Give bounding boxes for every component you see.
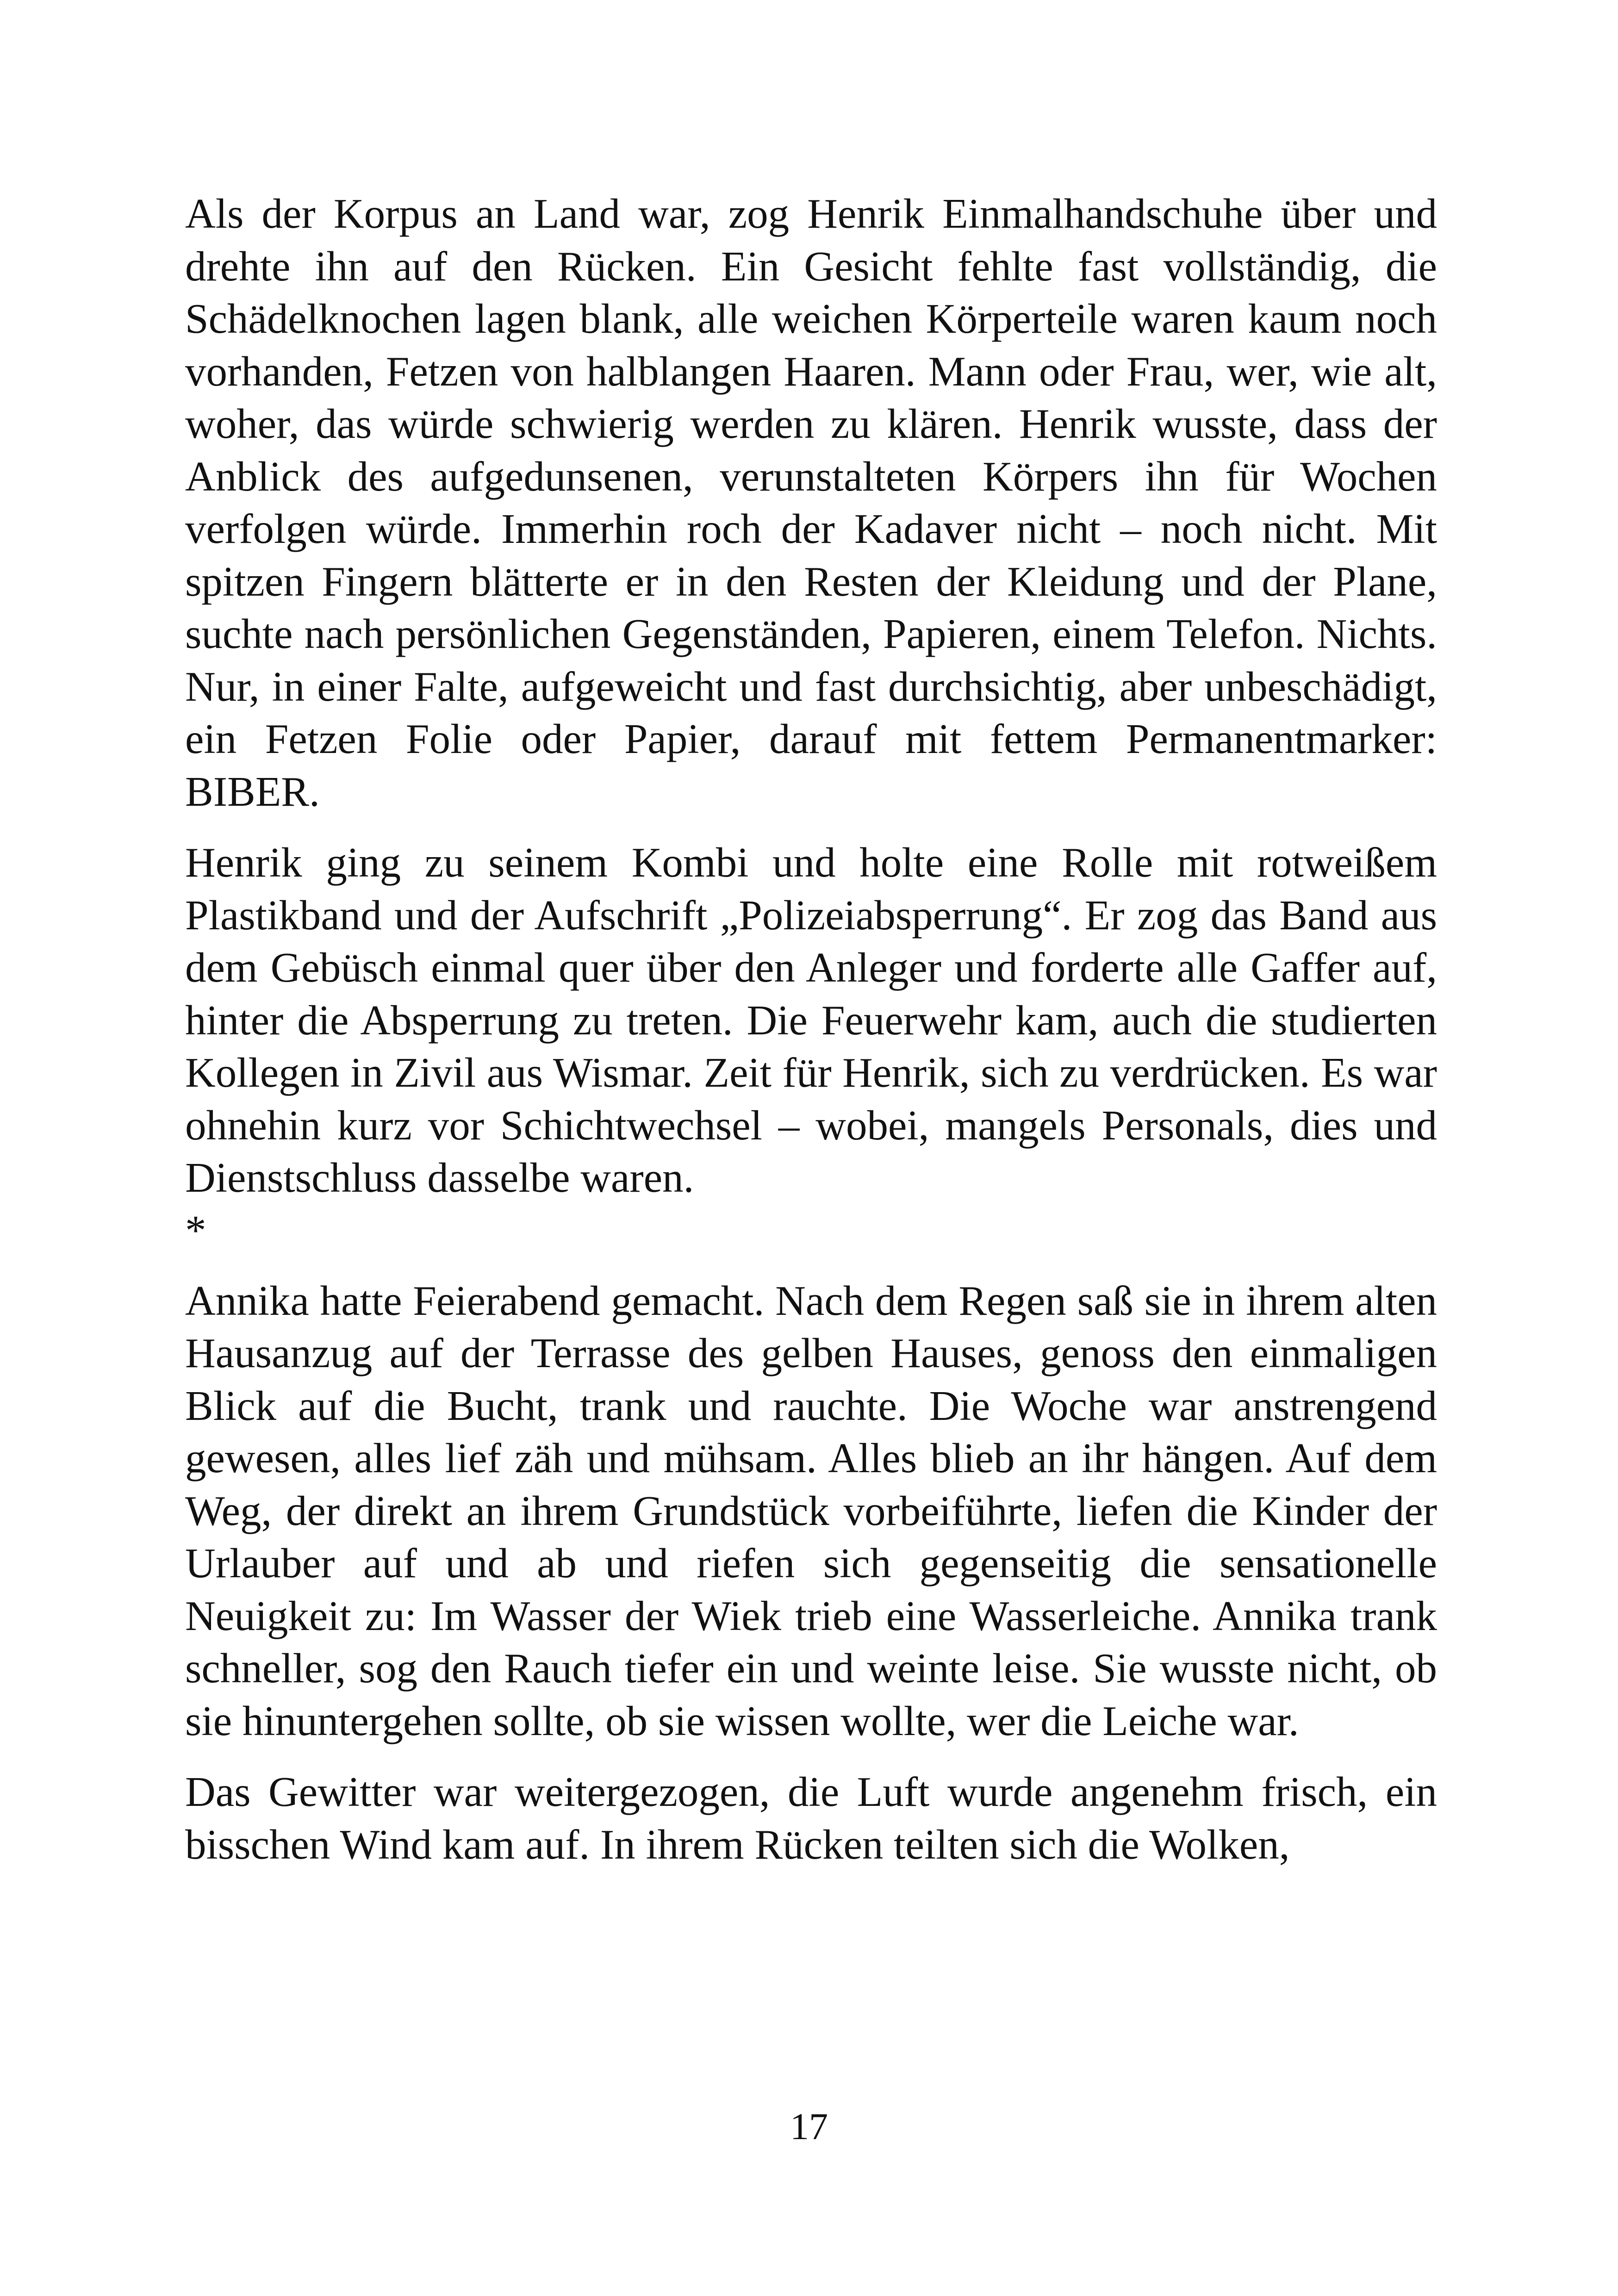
paragraph-2: Henrik ging zu seinem Kombi und holte eine Rolle mit rotweißem Plastikband und der Aufschrift „Polizeiabsperrung“. Er zog das Band aus dem Gebüsch einmal quer über den Anleger und forderte alle Gaffer auf, hinter die Absperrung zu treten. Die Feuerwehr kam, auch die studierten Kollegen in Zivil aus Wismar. Zeit für Henrik, sich zu verdrücken. Es war ohnehin kurz vor Schichtwechsel – wobei, mangels Personals, dies und Dienstschluss dasselbe waren. [185,839,1437,1201]
paragraph-3: Annika hatte Feierabend gemacht. Nach dem Regen saß sie in ihrem alten Hausanzug auf der Terrasse des gelben Hauses, genoss den einmaligen Blick auf die Bucht, trank und rauchte. Die Woche war anstrengend gewesen, alles lief zäh und mühsam. Alles blieb an ihr hängen. Auf dem Weg, der direkt an ihrem Grundstück vorbeiführte, liefen die Kinder der Urlauber auf und ab und riefen sich gegenseitig die sensationelle Neuigkeit zu: Im Wasser der Wiek trieb eine Wasserleiche. Annika trank schneller, sog den Rauch tiefer ein und weinte leise. Sie wusste nicht, ob sie hinuntergehen sollte, ob sie wissen wollte, wer die Leiche war. [185,1277,1437,1744]
body-text [185,187,1437,1871]
paragraph-gap [185,1747,1437,1766]
page-number: 17 [790,2105,828,2147]
paragraph-4: Das Gewitter war weitergezogen, die Luft wurde angenehm frisch, ein bisschen Wind kam auf. In ihrem Rücken teilten sich die Wolken, [185,1768,1437,1868]
paragraph-1: Als der Korpus an Land war, zog Henrik Einmalhandschuhe über und drehte ihn auf den Rücken. Ein Gesicht fehlte fast vollständig, die Schädelknochen lagen blank, alle weichen Körperteile waren kaum noch vorhanden, Fetzen von halblangen Haaren. Mann oder Frau, wer, wie alt, woher, das würde schwierig werden zu klären. Henrik wusste, dass der Anblick des aufgedunsenen, verunstalteten Körpers ihn für Wochen verfolgen würde. Immerhin roch der Kadaver nicht – noch nicht. Mit spitzen Fingern blätterte er in den Resten der Kleidung und der Plane, suchte nach persönlichen Gegenständen, Papieren, einem Telefon. Nichts. Nur, in einer Falte, aufgeweicht und fast durchsichtig, aber unbeschädigt, ein Fetzen Folie oder Papier, darauf mit fettem Permanentmarker: BIBER. [185,190,1437,815]
scene-separator: * [185,1207,206,1254]
paragraph-gap [185,818,1437,836]
